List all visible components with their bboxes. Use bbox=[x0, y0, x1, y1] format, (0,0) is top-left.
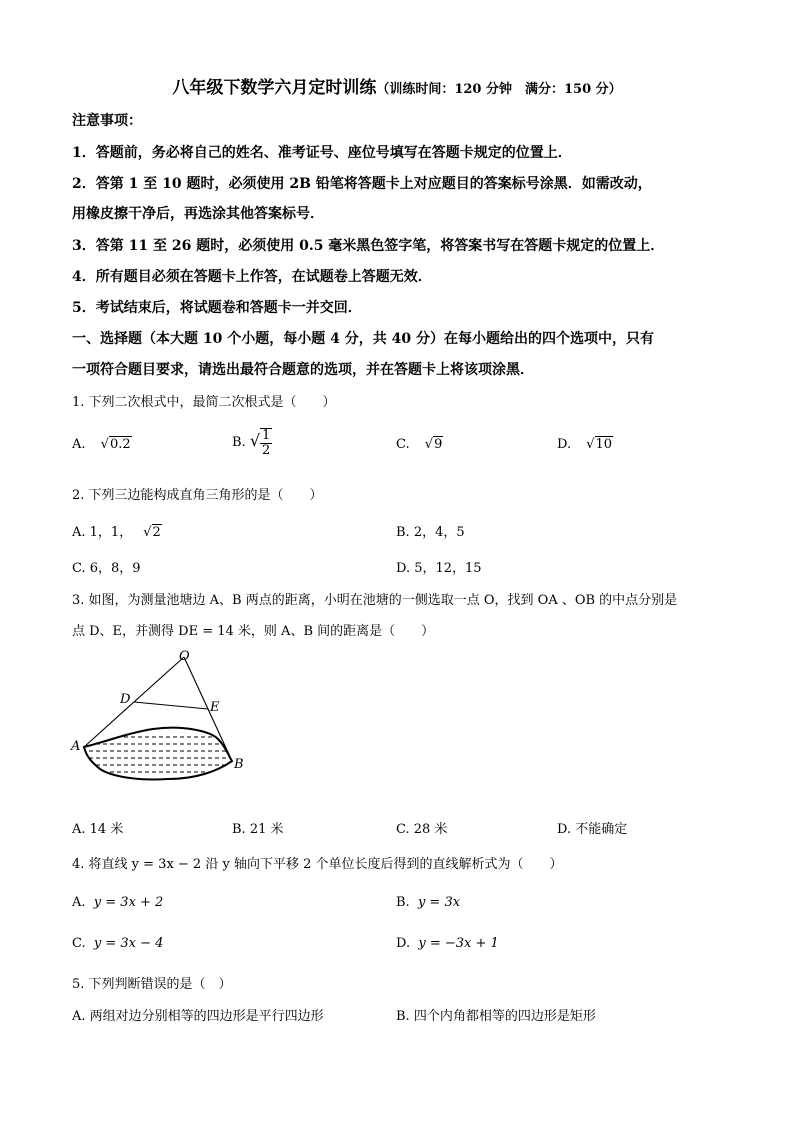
sqrt-symbol: √ bbox=[249, 431, 261, 451]
q4-option-c: C. y = 3x − 4 bbox=[72, 936, 164, 951]
label-E: E bbox=[210, 700, 220, 715]
notice-heading: 注意事项： bbox=[72, 113, 142, 129]
q2-option-b: B. 2，4，5 bbox=[396, 525, 465, 540]
q4-stem: 4. 将直线 y = 3x − 2 沿 y 轴向下平移 2 个单位长度后得到的直线解析式为（ ） bbox=[72, 857, 563, 872]
sqrt-symbol: √2 bbox=[143, 525, 161, 540]
q2-option-d: D. 5，12，15 bbox=[396, 561, 482, 576]
q4-option-b: B. y = 3x bbox=[396, 895, 461, 910]
q4-option-a: A. y = 3x + 2 bbox=[72, 895, 164, 910]
notice-item-2: 2．答第 1 至 10 题时，必须使用 2B 铅笔将答题卡上对应题目的答案标号涂黑．如需改动， bbox=[72, 176, 652, 192]
page-title bbox=[0, 73, 794, 98]
section-heading-line2: 一项符合题目要求，请选出最符合题意的选项，并在答题卡上将该项涂黑． bbox=[72, 362, 534, 378]
notice-item-2-cont: 用橡皮擦干净后，再选涂其他答案标号． bbox=[72, 206, 324, 222]
q2-option-c: C. 6，8，9 bbox=[72, 561, 141, 576]
q4-option-d: D. y = −3x + 1 bbox=[396, 936, 499, 951]
notice-item-5: 5．考试结束后，将试题卷和答题卡一并交回． bbox=[72, 300, 362, 316]
q3-option-b: B. 21 米 bbox=[232, 822, 284, 837]
notice-item-4: 4．所有题目必须在答题卡上作答，在试题卷上答题无效． bbox=[72, 269, 432, 285]
segment-DE bbox=[134, 702, 208, 709]
label-D: D bbox=[120, 692, 131, 707]
notice-item-3: 3．答第 11 至 26 题时，必须使用 0.5 毫米黑色签字笔，将答案书写在答题卡规定的位置上． bbox=[72, 238, 665, 254]
label-A: A bbox=[71, 739, 81, 754]
q3-option-c: C. 28 米 bbox=[396, 822, 448, 837]
q2-option-a: A. 1，1， √2 bbox=[72, 525, 161, 540]
title-sub: （训练时间：120 分钟 满分：150 分） bbox=[376, 82, 622, 97]
q1-stem: 1. 下列二次根式中，最简二次根式是（ ） bbox=[72, 395, 336, 410]
q5-option-b: B. 四个内角都相等的四边形是矩形 bbox=[396, 1009, 596, 1024]
q2-stem: 2. 下列三边能构成直角三角形的是（ ） bbox=[72, 488, 323, 503]
q3-option-a: A. 14 米 bbox=[72, 822, 124, 837]
q1-option-d: D. √10 bbox=[557, 437, 613, 452]
q5-option-a: A. 两组对边分别相等的四边形是平行四边形 bbox=[72, 1009, 324, 1024]
q3-stem-line2: 点 D、E，并测得 DE = 14 米，则 A、B 间的距离是（ ） bbox=[72, 624, 435, 639]
title-main: 八年级下数学六月定时训练 bbox=[172, 78, 377, 98]
q3-option-d: D. 不能确定 bbox=[557, 822, 628, 837]
pond-figure bbox=[68, 645, 268, 795]
q1-option-a: A. √0.2 bbox=[72, 437, 131, 452]
q3-stem-line1: 3. 如图，为测量池塘边 A、B 两点的距离，小明在池塘的一侧选取一点 O，找到 OA 、OB 的中点分别是 bbox=[72, 593, 678, 608]
sqrt-symbol: √10 bbox=[586, 437, 613, 452]
notice-item-1: 1．答题前，务必将自己的姓名、准考证号、座位号填写在答题卡规定的位置上． bbox=[72, 145, 572, 161]
q5-stem: 5. 下列判断错误的是（ ） bbox=[72, 977, 232, 992]
section-heading-line1: 一、选择题（本大题 10 个小题，每小题 4 分，共 40 分）在每小题给出的四个选项中，只有 bbox=[72, 331, 654, 347]
q1-option-b: B. √ $\frac{1}{2}$ bbox=[232, 428, 271, 458]
sqrt-symbol: √0.2 bbox=[100, 437, 131, 452]
label-B: B bbox=[234, 757, 244, 772]
sqrt-symbol: √9 bbox=[424, 437, 443, 452]
label-O: O bbox=[179, 649, 190, 664]
q1-option-c: C. √9 bbox=[396, 437, 443, 452]
